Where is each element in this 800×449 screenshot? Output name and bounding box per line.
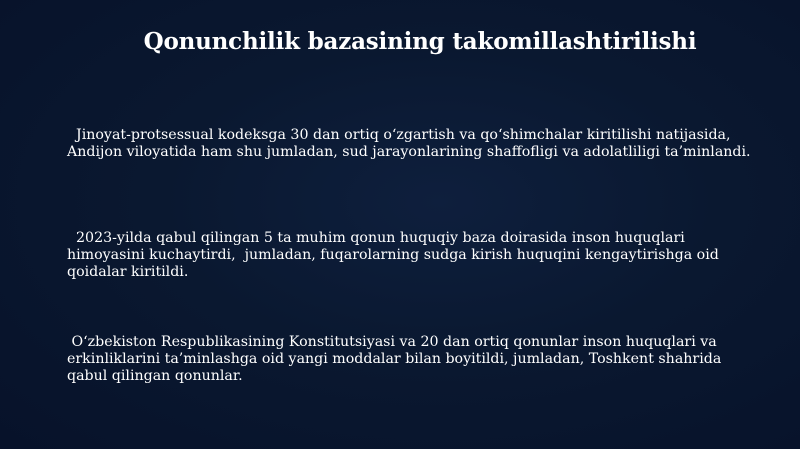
paragraph-3: O‘zbekiston Respublikasining Konstitutsiyasi va 20 dan ortiq qonunlar inson huquqlari va erkinliklarini ta’minlashga oid yangi moddalar bilan boyitildi, jumladan, Toshkent shahrida qabul qilingan qonunlar. [67,334,726,384]
paragraph-1: Jinoyat-protsessual kodeksga 30 dan ortiq o‘zgartish va qo‘shimchalar kiritilishi natijasida, Andijon viloyatida ham shu jumladan, sud jarayonlarining shaffofligi va adolatliligi ta’minlandi. [67,127,751,160]
paragraph-2: 2023-yilda qabul qilingan 5 ta muhim qonun huquqiy baza doirasida inson huquqlari himoyasini kuchaytirdi, jumladan, fuqarolarning sudga kirish huquqini kengaytirishga oid qoidalar kiritildi. [67,230,724,280]
slide-title: Qonunchilik bazasining takomillashtirilishi [143,28,697,55]
